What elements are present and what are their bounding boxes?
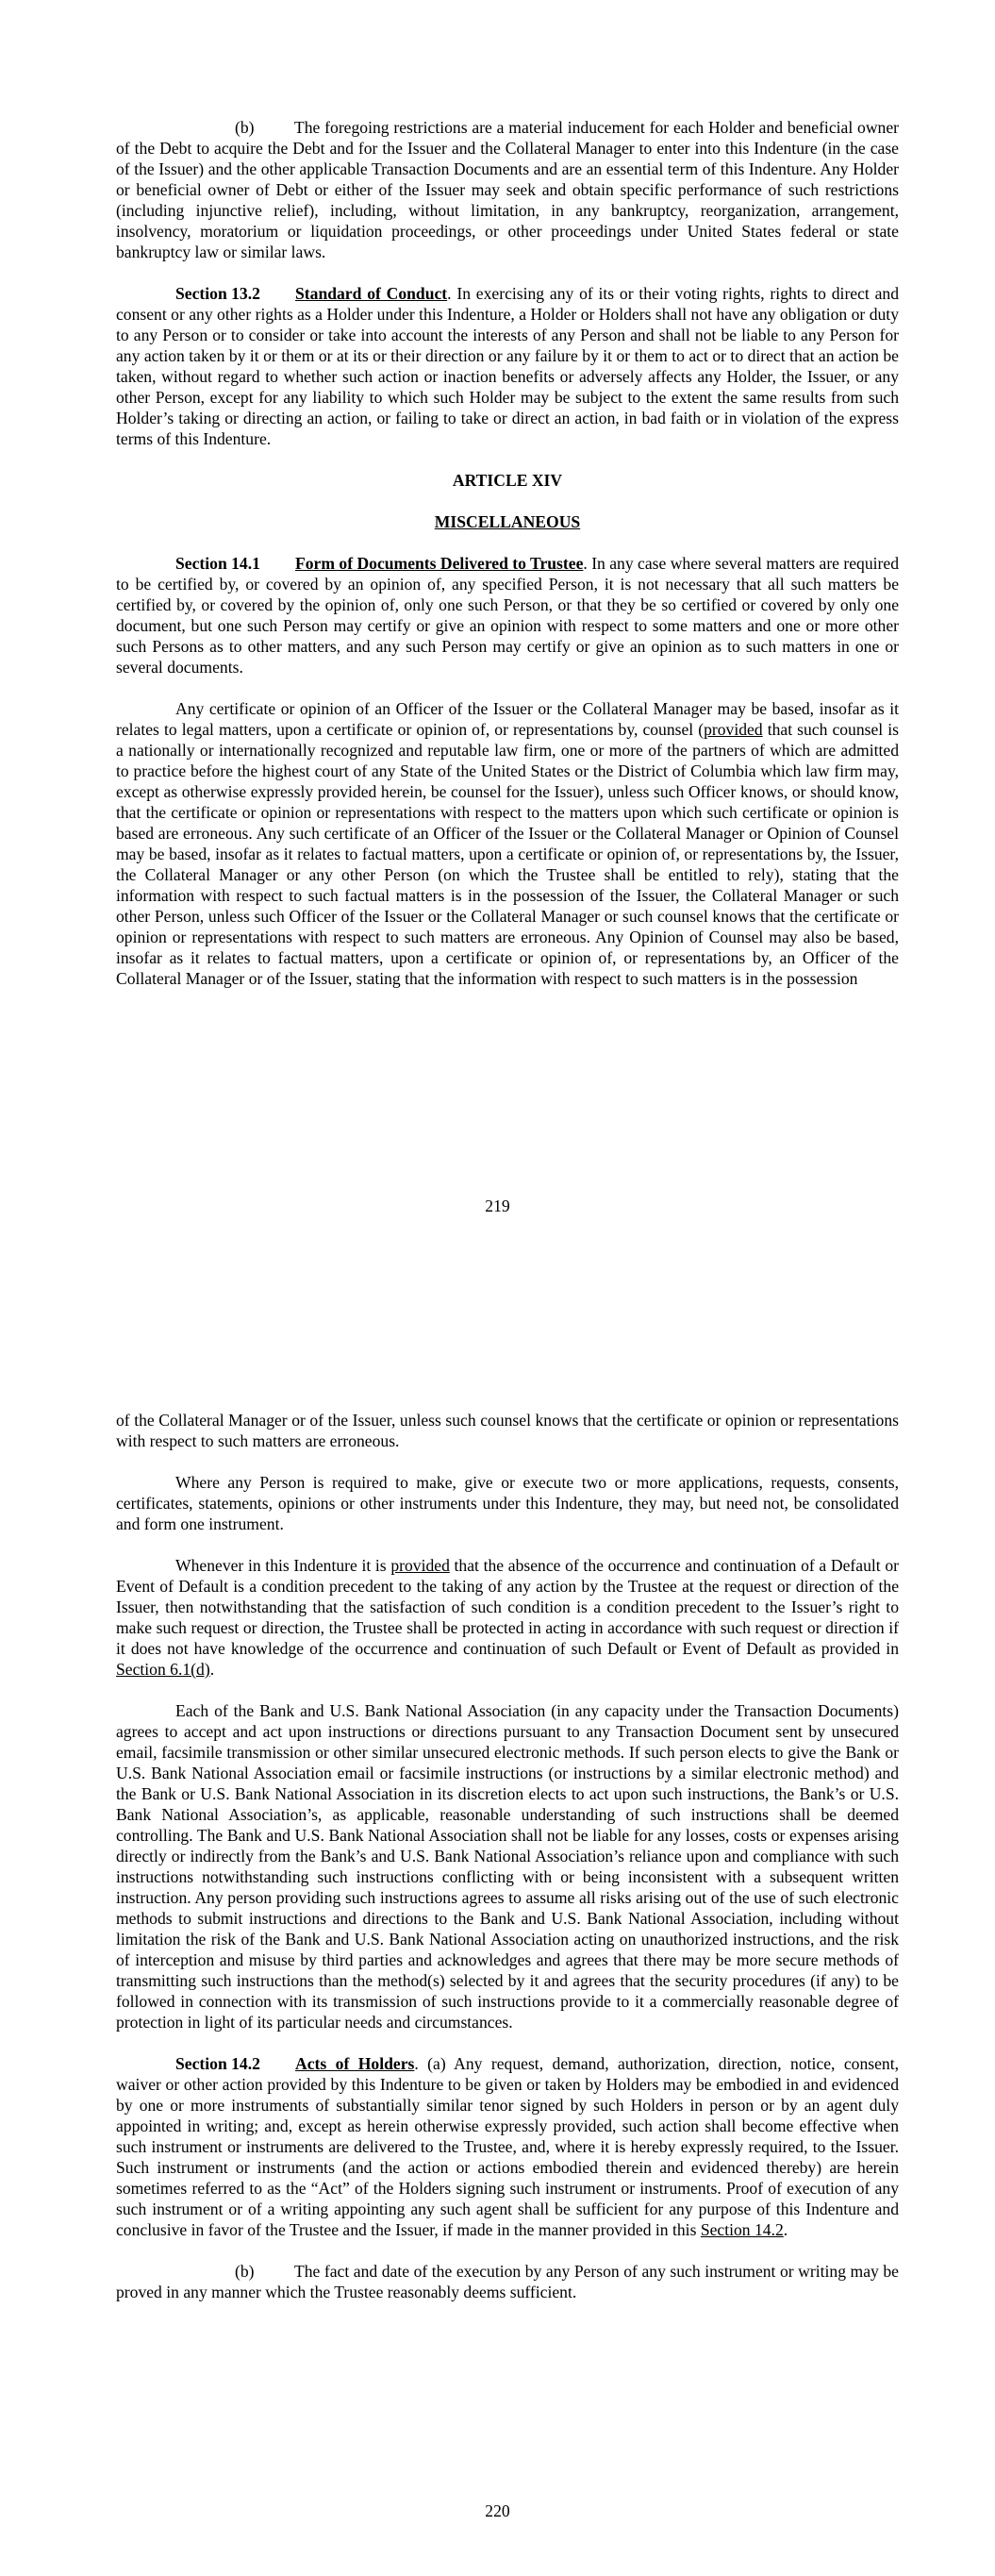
section-text: . In any case where several matters are required to be certified by, or covered by an opinion of, any specified Person, it is not necessary that all such matters be certified by, or covered by the opinion of, only one such Person, or that they be so certified or covered by only one document, but one such Person may certify or give an opinion with respect to some matters and one or more other such Persons as to other matters, and any such Person may certify or give an opinion as to such matters in one or several documents. <box>116 554 900 677</box>
paragraph-whenever <box>116 1555 899 1680</box>
page-number: 219 <box>485 1196 510 1215</box>
paragraph-continuation: of the Collateral Manager or of the Issuer, unless such counsel knows that the certificate or opinion or representations with respect to such matters are erroneous. <box>116 1411 899 1450</box>
section-number: Section 14.2 <box>175 2054 260 2073</box>
section-text: . (a) Any request, demand, authorization, direction, notice, consent, waiver or other action provided by this Indenture to be given or taken by Holders may be embodied in and evidenced by one or more instruments of substantially similar tenor signed by such Holders in person or by an agent duly appointed in writing; and, except as herein otherwise expressly provided, such action shall become effective when such instrument or instruments are delivered to the Trustee, and, where it is hereby expressly required, to the Issuer. Such instrument or instruments (and the action or actions embodied therein and evidenced thereby) are herein sometimes referred to as the “Act” of the Holders signing such instrument or instruments. Proof of execution of any such instrument or of a writing appointing any such agent shall be sufficient for any purpose of this Indenture and conclusive in favor of the Trustee and the Issuer, if made in the manner provided in this <box>116 2054 900 2239</box>
page-number: 220 <box>485 2501 510 2520</box>
section-reference-link[interactable]: Section 14.2 <box>700 2220 784 2239</box>
paragraph-13-1-b <box>116 117 899 262</box>
article-title: MISCELLANEOUS <box>434 512 581 531</box>
section-14-1 <box>116 553 899 677</box>
section-title: Standard of Conduct <box>295 284 448 303</box>
paragraph-text: that the absence of the occurrence and continuation of a Default or Event of Default is a condition precedent to the taking of any action by the Trustee at the request or direction of the Issuer, then notwithstanding that the satisfaction of such condition is a condition precedent to the Issuer’s right to make such request or direction, the Trustee shall be protected in acting in accordance with such request or direction if it does not have knowledge of the occurrence and continuation of such Default or Event of Default as provided in <box>116 1556 899 1658</box>
defined-term-provided: provided <box>390 1556 450 1575</box>
defined-term-provided: provided <box>704 720 763 739</box>
paragraph-text: that such counsel is a nationally or internationally recognized and reputable law firm, one or more of the partners of which are admitted to practice before the highest court of any State of the United States or the District of Columbia which law firm may, except as otherwise expressly provided herein, be counsel for the Issuer), unless such Officer knows, or should know, that the certificate or opinion or representations with respect to the matters upon which such certificate or opinion is based are erroneous. Any such certificate of an Officer of the Issuer or the Collateral Manager or Opinion of Counsel may be based, insofar as it relates to factual matters, upon a certificate or opinion of, or representations by, the Issuer, the Collateral Manager or any other Person (on which the Trustee shall be entitled to rely), stating that the information with respect to such factual matters is in the possession of the Issuer, the Collateral Manager or such other Person, unless such Officer of the Issuer or the Collateral Manager or such counsel knows that the certificate or opinion or representations with respect to such matters are erroneous. Any Opinion of Counsel may also be based, insofar as it relates to factual matters, upon a certificate or opinion of, or representations by, an Officer of the Collateral Manager or of the Issuer, stating that the information with respect to such matters is in the possession <box>116 720 899 988</box>
paragraph-text: The fact and date of the execution by any Person of any such instrument or writing may be proved in any manner which the Trustee reasonably deems sufficient. <box>116 2262 899 2301</box>
section-13-2 <box>116 283 899 449</box>
section-title: Acts of Holders <box>295 2054 415 2073</box>
section-reference-link[interactable]: Section 6.1(d) <box>116 1660 210 1679</box>
section-text: . <box>783 2220 788 2239</box>
paragraph-applications: Where any Person is required to make, give or execute two or more applications, requests, consents, certificates, statements, opinions or other instruments under this Indenture, they may, but need not, be consolidated and form one instrument. <box>116 1473 899 1533</box>
paragraph-text: Any certificate or opinion of an Officer of the Issuer or the Collateral Manager may be based, insofar as it relates to legal matters, upon a certificate or opinion of, or representations by, counsel ( <box>116 699 899 739</box>
section-title: Form of Documents Delivered to Trustee <box>295 554 584 573</box>
page-219-body <box>116 117 899 1010</box>
section-text: . In exercising any of its or their voting rights, rights to direct and consent or any other rights as a Holder under this Indenture, a Holder or Holders shall not have any obligation or duty to any Person or to consider or take into account the interests of any Person and shall not be liable to any Person for any action taken by it or them or at its or their direction or any failure by it or them to act or to direct that an action be taken, without regard to whether such action or inaction benefits or adversely affects any Holder, the Issuer, or any other Person, except for any liability to which such Holder may be subject to the extent the same results from such Holder’s taking or directing an action, or failing to take or direct an action, in bad faith or in violation of the express terms of this Indenture. <box>116 284 899 448</box>
paragraph-label: (b) <box>235 118 255 137</box>
paragraph-label: (b) <box>235 2262 255 2281</box>
section-14-2 <box>116 2053 899 2240</box>
paragraph-text: The foregoing restrictions are a material inducement for each Holder and beneficial owner of the Debt to acquire the Debt and for the Issuer and the Collateral Manager to enter into this Indenture (in the case of the Issuer) and the other applicable Transaction Documents and are an essential term of this Indenture. Any Holder or beneficial owner of Debt or either of the Issuer may seek and obtain specific performance of such restrictions (including injunctive relief), including, without limitation, in any bankruptcy, reorganization, arrangement, insolvency, moratorium or liquidation proceedings, or other proceedings under United States federal or state bankruptcy law or similar laws. <box>116 118 899 261</box>
page-220-body <box>116 1410 899 2323</box>
paragraph-certificate-opinion <box>116 698 899 989</box>
paragraph-text: . <box>209 1660 215 1679</box>
page-220 <box>0 1302 995 2576</box>
article-heading: ARTICLE XIV <box>452 471 563 490</box>
paragraph-bank-instructions: Each of the Bank and U.S. Bank National Association (in any capacity under the Transaction Documents) agrees to accept and act upon instructions or directions pursuant to any Transaction Document sent by unsecured email, facsimile transmission or other similar unsecured electronic methods. If such person elects to give the Bank or U.S. Bank National Association email or facsimile instructions (or instructions by a similar electronic method) and the Bank or U.S. Bank National Association in its discretion elects to act upon such instructions, the Bank’s or U.S. Bank National Association’s, as applicable, reasonable understanding of such instructions shall be deemed controlling. The Bank and U.S. Bank National Association shall not be liable for any losses, costs or expenses arising directly or indirectly from the Bank’s and U.S. Bank National Association’s reliance upon and compliance with such instructions notwithstanding such instructions conflicting with or being inconsistent with a subsequent written instruction. Any person providing such instructions agrees to assume all risks arising out of the use of such electronic methods to submit instructions and directions to the Bank and U.S. Bank National Association, including without limitation the risk of the Bank and U.S. Bank National Association acting on unauthorized instructions, and the risk of interception and misuse by third parties and acknowledges and agrees that there may be more secure methods of transmitting such instructions than the method(s) selected by it and agrees that the security procedures (if any) to be followed in connection with its transmission of such instructions provide to it a commercially reasonable degree of protection in light of its particular needs and circumstances. <box>116 1701 899 2032</box>
section-number: Section 14.1 <box>175 554 260 573</box>
paragraph-text: Whenever in this Indenture it is <box>175 1556 391 1575</box>
section-number: Section 13.2 <box>175 284 260 303</box>
paragraph-14-2-b <box>116 2261 899 2302</box>
